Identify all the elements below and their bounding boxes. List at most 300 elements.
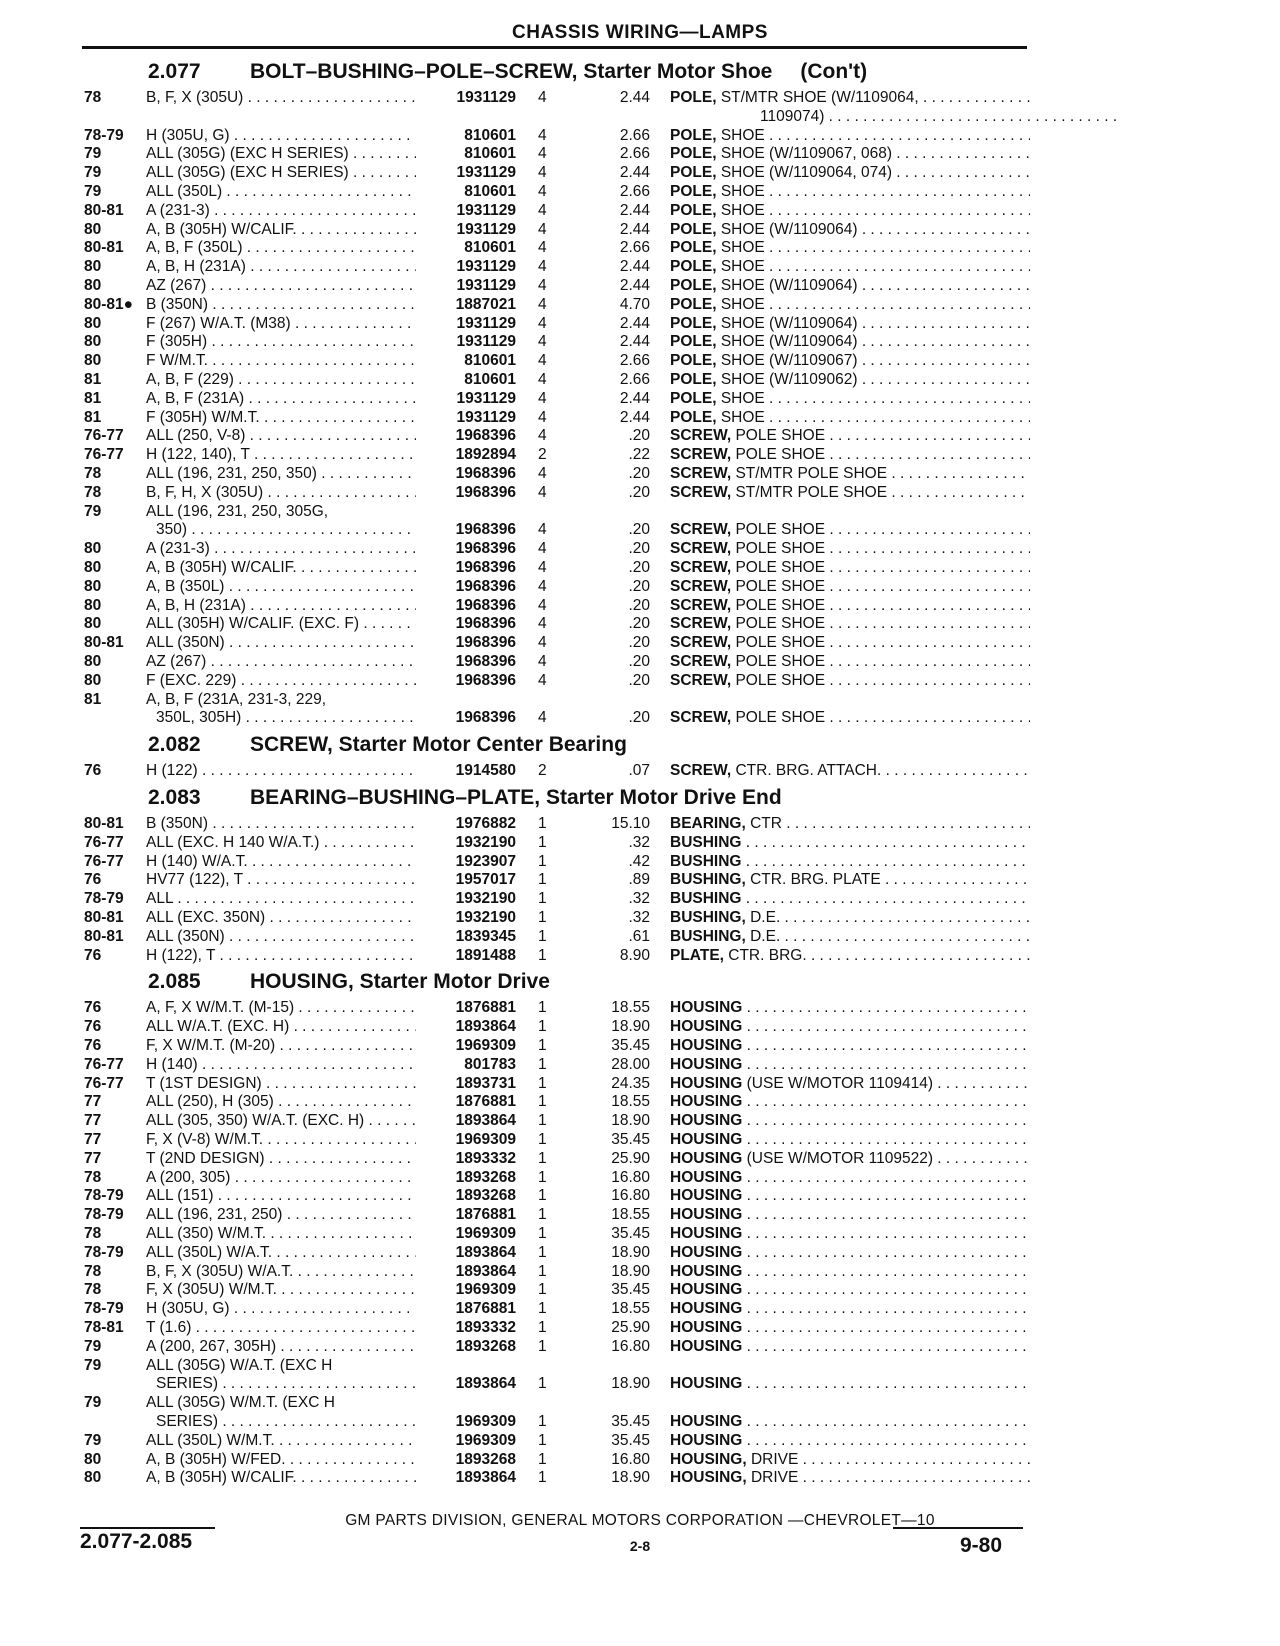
application-cell: A, B, H (231A) . . . <box>146 596 416 615</box>
year-cell: 79 <box>84 145 102 163</box>
table-row <box>0 1356 1280 1375</box>
quantity-cell: 1 <box>538 1469 547 1487</box>
application-cell: ALL W/A.T. (EXC. H) . . . <box>146 1017 416 1036</box>
part-number-cell: 1969309 <box>455 1431 516 1449</box>
price-cell: .20 <box>628 483 650 501</box>
year-cell: 79 <box>84 1337 102 1355</box>
table-row <box>0 445 1280 464</box>
part-number-cell: 810601 <box>464 371 516 388</box>
price-cell: .20 <box>628 709 650 727</box>
quantity-cell: 4 <box>538 634 547 652</box>
price-cell: 18.55 <box>611 1206 650 1224</box>
description-keyword: HOUSING <box>670 1281 743 1299</box>
year-cell: 79 <box>84 1356 102 1374</box>
year-cell: 76-77 <box>84 1055 124 1073</box>
description-keyword: SCREW, <box>670 427 732 445</box>
year-cell: 76 <box>84 999 102 1017</box>
year-cell: 78-79 <box>84 126 124 144</box>
application-cell: A, B, F (231A) . . . <box>146 389 416 408</box>
table-row <box>0 201 1280 220</box>
description-keyword: POLE, <box>670 164 717 182</box>
description-cell <box>670 1431 1030 1450</box>
table-row <box>0 908 1280 927</box>
application-cell: ALL (350L) W/M.T. . . . <box>146 1431 416 1450</box>
table-row <box>0 144 1280 163</box>
year-cell: 79 <box>84 502 102 520</box>
year-cell: 78 <box>84 465 102 482</box>
description-cell <box>670 1149 1030 1168</box>
part-number-cell: 1931129 <box>456 314 516 332</box>
price-cell: 18.90 <box>611 1469 650 1487</box>
application-cell: H (122) . . . <box>146 761 416 780</box>
description-cell <box>670 1224 1030 1243</box>
quantity-cell: 1 <box>538 1093 547 1111</box>
description-keyword: HOUSING <box>670 1431 743 1449</box>
application-cell: F (EXC. 229) . . . <box>146 671 416 690</box>
quantity-cell: 1 <box>538 1074 547 1092</box>
price-cell: 2.66 <box>619 183 650 200</box>
description-cell <box>670 1243 1030 1262</box>
price-cell: 2.44 <box>619 89 650 106</box>
section-number: 2.083 <box>148 786 201 809</box>
description-detail: SHOE <box>716 183 765 200</box>
description-keyword: BUSHING, <box>670 909 746 926</box>
table-row <box>0 998 1280 1017</box>
price-cell: 2.66 <box>619 145 650 163</box>
application-cell: H (305U, G) . . . <box>146 126 416 145</box>
header-rule <box>82 46 1027 49</box>
part-number-cell: 810601 <box>464 239 516 257</box>
description-keyword: SCREW, <box>670 540 732 558</box>
part-number-cell: 1893332 <box>455 1319 516 1336</box>
table-row <box>0 1017 1280 1036</box>
part-number-cell: 1968396 <box>455 709 516 727</box>
quantity-cell: 4 <box>538 559 547 576</box>
table-row <box>0 1280 1280 1299</box>
price-cell: .32 <box>628 833 650 851</box>
price-cell: 2.44 <box>619 164 650 182</box>
part-number-cell: 810601 <box>464 352 516 370</box>
part-number-cell: 1969309 <box>455 1225 516 1242</box>
description-cell <box>670 445 1030 464</box>
price-cell: .20 <box>628 577 650 595</box>
description-cell <box>760 107 1120 126</box>
table-row <box>0 107 1280 126</box>
year-cell: 78-79 <box>84 1187 124 1205</box>
quantity-cell: 4 <box>538 126 547 144</box>
application-cell: ALL (305, 350) W/A.T. (EXC. H) . . . <box>146 1111 416 1130</box>
application-cell: A, B (305H) W/CALIF. . . . <box>146 558 416 577</box>
table-row <box>0 1036 1280 1055</box>
price-cell: 2.44 <box>619 258 650 276</box>
year-cell: 80-81● <box>84 295 134 313</box>
year-cell: 80 <box>84 1450 102 1468</box>
year-cell: 76 <box>84 1018 102 1036</box>
part-number-cell: 1968396 <box>455 559 516 576</box>
application-cell: ALL (350N) . . . <box>146 927 416 946</box>
quantity-cell: 1 <box>538 1243 547 1261</box>
quantity-cell: 4 <box>538 258 547 276</box>
quantity-cell: 1 <box>538 1413 547 1430</box>
part-number-cell: 1969309 <box>455 1281 516 1299</box>
price-cell: .32 <box>628 909 650 926</box>
quantity-cell: 1 <box>538 1431 547 1449</box>
description-keyword: SCREW, <box>670 465 732 482</box>
year-cell: 80 <box>84 615 102 633</box>
description-detail: SHOE <box>716 126 765 144</box>
table-row <box>0 1092 1280 1111</box>
price-cell: 16.80 <box>611 1187 650 1205</box>
year-cell: 76-77 <box>84 833 124 851</box>
price-cell: 35.45 <box>611 1037 650 1054</box>
application-cell: SERIES) . . . <box>156 1412 416 1431</box>
description-keyword: HOUSING <box>670 1300 743 1318</box>
table-row <box>0 1393 1280 1412</box>
section-header <box>148 731 627 759</box>
price-cell: .20 <box>628 596 650 614</box>
description-keyword: HOUSING <box>670 1187 743 1205</box>
part-number-cell: 1893332 <box>455 1149 516 1167</box>
description-keyword: BUSHING <box>670 833 742 851</box>
part-number-cell: 1931129 <box>456 89 516 106</box>
quantity-cell: 1 <box>538 1281 547 1299</box>
year-cell: 80-81 <box>84 927 124 945</box>
description-detail: SHOE <box>716 295 765 313</box>
description-cell <box>670 708 1030 727</box>
description-cell <box>670 761 1030 780</box>
description-cell <box>670 908 1030 927</box>
application-cell: A, B, F (231A, 231-3, 229, <box>146 690 327 708</box>
description-detail: ST/MTR POLE SHOE <box>731 465 888 482</box>
application-cell: ALL (196, 231, 250, 305G, <box>146 502 329 520</box>
description-detail: POLE SHOE <box>731 596 826 614</box>
year-cell: 78 <box>84 483 102 501</box>
table-row <box>0 314 1280 333</box>
year-cell: 80 <box>84 1469 102 1487</box>
table-row <box>0 1055 1280 1074</box>
year-cell: 76 <box>84 1037 102 1054</box>
price-cell: 16.80 <box>611 1168 650 1186</box>
description-keyword: HOUSING <box>670 1206 743 1224</box>
table-row <box>0 596 1280 615</box>
description-cell <box>670 408 1030 427</box>
description-detail: ST/MTR SHOE (W/1109064, <box>716 89 919 106</box>
year-cell: 78-81 <box>84 1319 124 1336</box>
price-cell: 35.45 <box>611 1431 650 1449</box>
description-cell <box>670 652 1030 671</box>
price-cell: 2.44 <box>619 220 650 238</box>
description-detail: POLE SHOE <box>731 634 826 652</box>
description-detail: DRIVE <box>746 1469 799 1487</box>
price-cell: 16.80 <box>611 1450 650 1468</box>
quantity-cell: 1 <box>538 999 547 1017</box>
part-number-cell: 1893864 <box>455 1375 516 1393</box>
application-cell: B (350N) . . . <box>146 295 416 314</box>
application-cell: H (122), T . . . <box>146 946 416 965</box>
price-cell: .89 <box>628 871 650 889</box>
year-cell: 78-79 <box>84 1243 124 1261</box>
application-cell: ALL (305G) (EXC H SERIES) . . . <box>146 144 416 163</box>
description-keyword: BUSHING <box>670 890 742 908</box>
description-cell <box>670 426 1030 445</box>
section-number: 2.082 <box>148 733 201 757</box>
table-row <box>0 332 1280 351</box>
price-cell: .20 <box>628 615 650 633</box>
year-cell: 78-79 <box>84 890 124 908</box>
description-keyword: HOUSING, <box>670 1450 747 1468</box>
year-cell: 76 <box>84 871 102 889</box>
table-row <box>0 1450 1280 1469</box>
part-number-cell: 1931129 <box>456 258 516 276</box>
description-detail: POLE SHOE <box>731 577 826 595</box>
quantity-cell: 4 <box>538 89 547 106</box>
description-keyword: HOUSING <box>670 1131 743 1148</box>
description-keyword: POLE, <box>670 220 717 238</box>
part-number-cell: 1887021 <box>455 295 516 313</box>
part-number-cell: 1893864 <box>455 1243 516 1261</box>
table-row <box>0 126 1280 145</box>
year-cell: 78 <box>84 89 102 106</box>
year-cell: 78-79 <box>84 1206 124 1224</box>
section-header <box>148 58 867 86</box>
part-number-cell: 810601 <box>464 145 516 163</box>
quantity-cell: 4 <box>538 333 547 351</box>
description-detail: SHOE <box>716 239 765 257</box>
year-cell: 78-79 <box>84 1300 124 1318</box>
application-cell: ALL (305G) (EXC H SERIES) . . . <box>146 163 416 182</box>
description-keyword: POLE, <box>670 89 717 106</box>
year-cell: 80-81 <box>84 201 124 219</box>
description-cell <box>670 671 1030 690</box>
application-cell: ALL . . . <box>146 889 416 908</box>
description-cell <box>670 1450 1030 1469</box>
part-number-cell: 1968396 <box>455 483 516 501</box>
description-cell <box>670 182 1030 201</box>
year-cell: 78 <box>84 1262 102 1280</box>
section-header <box>148 968 550 996</box>
price-cell: .20 <box>628 634 650 652</box>
description-cell <box>670 870 1030 889</box>
description-keyword: POLE, <box>670 352 717 370</box>
part-number-cell: 1969309 <box>455 1037 516 1054</box>
description-detail: SHOE <box>716 408 765 426</box>
description-keyword: SCREW, <box>670 634 732 652</box>
quantity-cell: 4 <box>538 709 547 727</box>
price-cell: 18.55 <box>611 999 650 1017</box>
year-cell: 76-77 <box>84 446 124 464</box>
part-number-cell: 810601 <box>464 183 516 200</box>
description-cell <box>670 946 1030 965</box>
section-title: BOLT–BUSHING–POLE–SCREW, Starter Motor Shoe <box>250 60 773 83</box>
part-number-cell: 1893864 <box>455 1469 516 1487</box>
year-cell: 78 <box>84 1281 102 1299</box>
table-row <box>0 1186 1280 1205</box>
table-row <box>0 1468 1280 1487</box>
year-cell: 80 <box>84 352 102 370</box>
quantity-cell: 1 <box>538 1037 547 1054</box>
section-title: HOUSING, Starter Motor Drive <box>250 970 550 994</box>
description-detail: D.E. <box>745 909 781 926</box>
description-cell <box>670 389 1030 408</box>
application-cell: B, F, X (305U) . . . <box>146 88 416 107</box>
table-row <box>0 690 1280 709</box>
description-detail: POLE SHOE <box>731 446 826 464</box>
quantity-cell: 1 <box>538 1018 547 1036</box>
description-cell <box>670 1299 1030 1318</box>
part-number-cell: 1893864 <box>455 1262 516 1280</box>
description-keyword: HOUSING, <box>670 1469 747 1487</box>
quantity-cell: 4 <box>538 671 547 689</box>
table-row <box>0 351 1280 370</box>
price-cell: .22 <box>628 446 650 464</box>
year-cell: 79 <box>84 1394 102 1412</box>
quantity-cell: 1 <box>538 833 547 851</box>
year-cell: 80 <box>84 277 102 294</box>
description-keyword: POLE, <box>670 277 717 294</box>
price-cell: 2.66 <box>619 352 650 370</box>
year-cell: 78 <box>84 1168 102 1186</box>
description-keyword: POLE, <box>670 408 717 426</box>
description-cell <box>670 1017 1030 1036</box>
application-cell: 350L, 305H) . . . <box>156 708 416 727</box>
part-number-cell: 810601 <box>464 126 516 144</box>
table-row <box>0 708 1280 727</box>
application-cell: A, F, X W/M.T. (M-15) . . . <box>146 998 416 1017</box>
application-cell: B (350N) . . . <box>146 814 416 833</box>
part-number-cell: 1893731 <box>455 1074 516 1092</box>
application-cell: ALL (350) W/M.T. . . . <box>146 1224 416 1243</box>
description-cell <box>670 1074 1030 1093</box>
part-number-cell: 1893864 <box>455 1112 516 1130</box>
part-number-cell: 1839345 <box>455 927 516 945</box>
description-detail: POLE SHOE <box>731 540 826 558</box>
quantity-cell: 4 <box>538 577 547 595</box>
quantity-cell: 1 <box>538 1375 547 1393</box>
table-row <box>0 1262 1280 1281</box>
price-cell: 25.90 <box>611 1149 650 1167</box>
price-cell: .20 <box>628 559 650 576</box>
table-row <box>0 426 1280 445</box>
section-continued-label: (Con't) <box>800 60 868 83</box>
quantity-cell: 1 <box>538 815 547 832</box>
table-row <box>0 1299 1280 1318</box>
year-cell: 76-77 <box>84 1074 124 1092</box>
description-keyword: POLE, <box>670 389 717 407</box>
description-keyword: BUSHING, <box>670 871 746 889</box>
section-number: 2.077 <box>148 60 201 83</box>
price-cell: 25.90 <box>611 1319 650 1336</box>
description-cell <box>670 163 1030 182</box>
year-cell: 80 <box>84 333 102 351</box>
year-cell: 79 <box>84 183 102 200</box>
part-number-cell: 1968396 <box>455 634 516 652</box>
part-number-cell: 1976882 <box>455 815 516 832</box>
application-cell: ALL (305H) W/CALIF. (EXC. F) . . . <box>146 614 416 633</box>
description-keyword: BEARING, <box>670 815 746 832</box>
part-number-cell: 1968396 <box>455 596 516 614</box>
quantity-cell: 1 <box>538 890 547 908</box>
part-number-cell: 1876881 <box>455 1093 516 1111</box>
application-cell: ALL (305G) W/A.T. (EXC H <box>146 1356 333 1374</box>
application-cell: A (231-3) . . . <box>146 539 416 558</box>
description-keyword: HOUSING <box>670 1018 743 1036</box>
price-cell: .20 <box>628 521 650 539</box>
table-row <box>0 1374 1280 1393</box>
table-row <box>0 276 1280 295</box>
description-keyword: POLE, <box>670 333 717 351</box>
description-keyword: SCREW, <box>670 559 732 576</box>
quantity-cell: 1 <box>538 1262 547 1280</box>
price-cell: 18.90 <box>611 1375 650 1393</box>
description-cell <box>670 1111 1030 1130</box>
quantity-cell: 1 <box>538 1225 547 1242</box>
description-detail: SHOE <box>716 389 765 407</box>
part-number-cell: 1876881 <box>455 1206 516 1224</box>
description-cell <box>670 276 1030 295</box>
price-cell: 15.10 <box>611 815 650 832</box>
table-row <box>0 1243 1280 1262</box>
part-number-cell: 1893268 <box>455 1337 516 1355</box>
application-cell: F, X (305U) W/M.T. . . . <box>146 1280 416 1299</box>
quantity-cell: 4 <box>538 183 547 200</box>
price-cell: 4.70 <box>619 295 650 313</box>
price-cell: 18.90 <box>611 1243 650 1261</box>
application-cell: ALL (250, V-8) . . . <box>146 426 416 445</box>
description-detail: POLE SHOE <box>731 671 826 689</box>
quantity-cell: 1 <box>538 871 547 889</box>
quantity-cell: 4 <box>538 483 547 501</box>
table-row <box>0 1205 1280 1224</box>
part-number-cell: 1957017 <box>455 871 516 889</box>
part-number-cell: 1893864 <box>455 1018 516 1036</box>
part-number-cell: 1931129 <box>456 408 516 426</box>
description-cell <box>670 314 1030 333</box>
description-cell <box>670 1374 1030 1393</box>
description-keyword: POLE, <box>670 295 717 313</box>
description-cell <box>670 814 1030 833</box>
description-cell <box>670 1055 1030 1074</box>
year-cell: 81 <box>84 690 102 708</box>
page-title: CHASSIS WIRING—LAMPS <box>512 22 768 43</box>
quantity-cell: 1 <box>538 909 547 926</box>
quantity-cell: 1 <box>538 1168 547 1186</box>
table-row <box>0 238 1280 257</box>
year-cell: 81 <box>84 371 102 388</box>
quantity-cell: 4 <box>538 540 547 558</box>
year-cell: 80-81 <box>84 909 124 926</box>
table-row <box>0 889 1280 908</box>
quantity-cell: 1 <box>538 1055 547 1073</box>
part-number-cell: 1968396 <box>455 465 516 482</box>
description-detail: D.E. <box>745 927 781 945</box>
price-cell: 2.44 <box>619 389 650 407</box>
part-number-cell: 1932190 <box>455 833 516 851</box>
quantity-cell: 4 <box>538 314 547 332</box>
year-cell: 81 <box>84 389 102 407</box>
description-cell <box>670 1262 1030 1281</box>
description-cell <box>670 483 1030 502</box>
description-cell <box>670 998 1030 1017</box>
description-keyword: SCREW, <box>670 762 732 780</box>
description-cell <box>670 370 1030 389</box>
year-cell: 80 <box>84 258 102 276</box>
part-number-cell: 1931129 <box>456 389 516 407</box>
application-cell: AZ (267) . . . <box>146 652 416 671</box>
description-keyword: SCREW, <box>670 483 732 501</box>
quantity-cell: 4 <box>538 371 547 388</box>
table-row <box>0 671 1280 690</box>
table-row <box>0 88 1280 107</box>
